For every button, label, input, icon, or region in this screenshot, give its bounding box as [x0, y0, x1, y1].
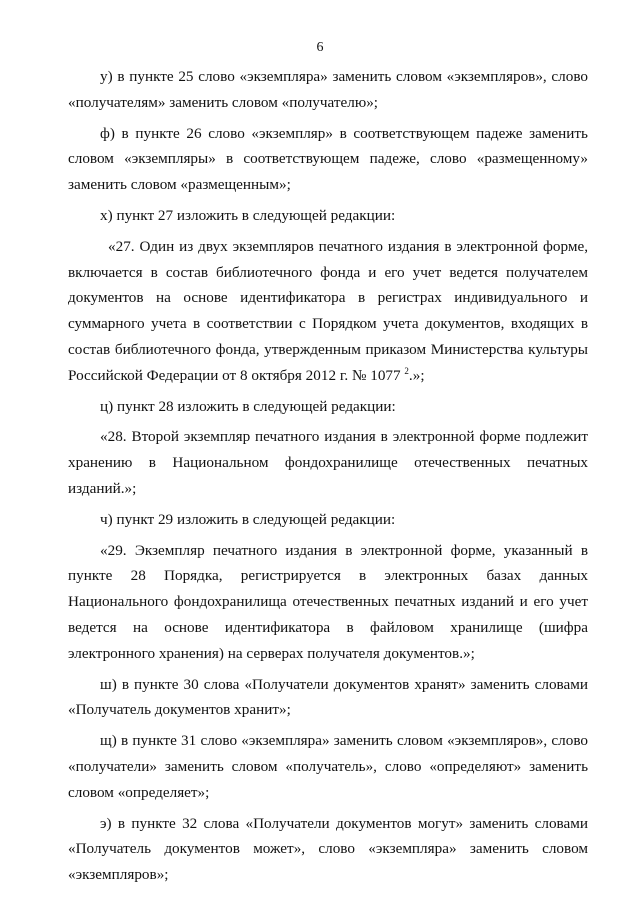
quote-27-end: .»;	[408, 366, 425, 384]
paragraph-e: э) в пункте 32 слова «Получатели документов могут» заменить словами «Получатель документов может», слово «экземпляра» заменить словом «экземпляров»;	[68, 814, 588, 884]
quote-27-text: «27. Один из двух экземпляров печатного издания в электронной форме, включается в состав библиотечного фонда и его учет ведется получателем документов на основе идентификатора в регистрах индивидуального и суммарного учета в соответствии с Порядком учета документов, входящих в состав библиотечного фонда, утвержденным приказом Министерства культуры Российской Федерации от 8 октября 2012 г. № 1077	[68, 237, 588, 384]
paragraph-sh: ш) в пункте 30 слова «Получатели документов хранят» заменить словами «Получатель документов хранит»;	[68, 675, 588, 719]
page-number: 6	[316, 40, 324, 55]
footnote-ref-2: 2	[404, 365, 409, 376]
paragraph-quote-29: «29. Экземпляр печатного издания в электронной форме, указанный в пункте 28 Порядка, регистрируется в электронных базах данных Национального фондохранилища отечественных печатных изданий и его учет ведется на основе идентификатора в файловом хранилище (шифра электронного хранения) на серверах получателя документов.»;	[68, 541, 588, 662]
paragraph-ts: ц) пункт 28 изложить в следующей редакции:	[100, 397, 396, 415]
paragraph-quote-27	[68, 234, 588, 389]
paragraph-ch: ч) пункт 29 изложить в следующей редакции:	[100, 510, 396, 528]
paragraph-quote-28: «28. Второй экземпляр печатного издания в электронной форме подлежит хранению в Национальном фондохранилище отечественных печатных изданий.»;	[68, 428, 588, 497]
paragraph-f: ф) в пункте 26 слово «экземпляр» в соответствующем падеже заменить словом «экземпляры» в соответствующем падеже, слово «размещенному» заменить словом «размещенным»;	[68, 124, 588, 194]
paragraph-kh: х) пункт 27 изложить в следующей редакции:	[100, 206, 396, 224]
document-body	[68, 64, 588, 893]
paragraph-u: у) в пункте 25 слово «экземпляра» заменить словом «экземпляров», слово «получателям» заменить словом «получателю»;	[68, 68, 588, 111]
paragraph-shch: щ) в пункте 31 слово «экземпляра» заменить словом «экземпляров», слово «получатели» заменить словом «получатель», слово «определяют» заменить словом «определяет»;	[68, 732, 588, 801]
